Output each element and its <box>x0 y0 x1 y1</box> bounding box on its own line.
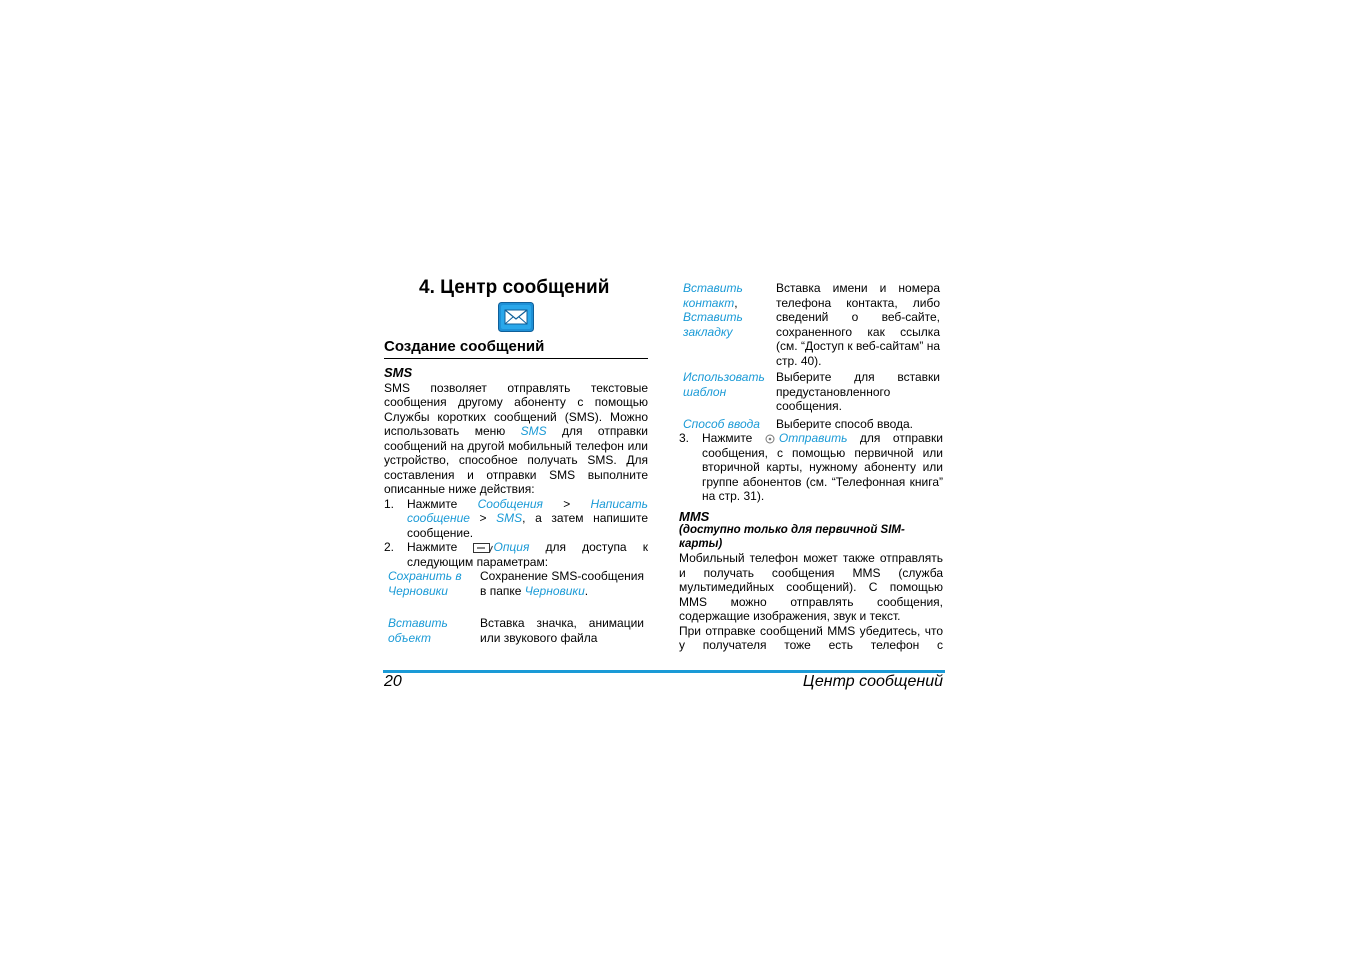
step-2: 2. Нажмите Опция для доступа к следующим параметрам: <box>384 540 648 569</box>
option-name[interactable]: Вставить объект <box>388 616 448 645</box>
right-column <box>679 431 943 653</box>
write-message-link[interactable]: Написать сообщение <box>407 496 648 525</box>
insert-contact-link[interactable]: Вставить контакт <box>683 281 743 310</box>
sms-menu-link[interactable]: SMS <box>520 424 547 438</box>
step-3: 3. Нажмите Отправить для отправки сообщения, с помощью первичной или вторичной карты, нужному абоненту или группе абонентов (см. “Телефонная книга” на стр. 31). <box>679 431 943 503</box>
mms-paragraph: При отправке сообщений MMS убедитесь, что у получателя тоже есть телефон с <box>679 623 943 652</box>
step-1: 1. Нажмите Сообщения > Написать сообщение > SMS, а затем напишите сообщение. <box>384 496 648 540</box>
mms-heading: MMS <box>679 508 710 524</box>
sms-heading: SMS <box>384 365 413 380</box>
mms-paragraph: Мобильный телефон может также отправлять и получать сообщения MMS (служба мультимедийных сообщений). С помощью MMS можно отправлять сообщения, содержащие изображения, звук и текст. <box>679 551 943 623</box>
footer-section-name: Центр сообщений <box>802 673 943 690</box>
ok-key-icon <box>765 434 779 444</box>
option-name: Вставить контакт, Вставить закладку <box>683 281 743 339</box>
option-description: Выберите для вставки предустановленного сообщения. <box>776 370 940 413</box>
mms-subheading: (доступно только для первичной SIM-карты) <box>679 524 905 550</box>
left-column <box>384 366 648 569</box>
send-link[interactable]: Отправить <box>778 431 848 445</box>
option-link[interactable]: Опция <box>493 540 530 554</box>
option-description: Вставка значка, анимации или звукового файла <box>480 616 644 645</box>
option-name[interactable]: Способ ввода <box>683 417 760 431</box>
option-description: Выберите способ ввода. <box>776 417 914 431</box>
message-center-icon <box>498 302 534 332</box>
section-title: Создание сообщений <box>384 338 545 355</box>
section-rule <box>384 358 648 359</box>
page-number: 20 <box>384 673 402 690</box>
option-description: Вставка имени и номера телефона контакта, либо сведений о веб-сайте, сохраненного как ссылка (см. “Доступ к веб-сайтам” на стр. 40). <box>776 281 940 368</box>
sms-link[interactable]: SMS <box>496 511 523 525</box>
messages-link[interactable]: Сообщения <box>477 496 543 511</box>
sms-paragraph: SMS позволяет отправлять текстовые сообщения другому абоненту с помощью Службы коротких сообщений (SMS). Можно использовать меню SMS для отправки сообщений на другой мобильный телефон или устройство, способное получать SMS. Для составления и отправки SMS выполните описанные ниже действия: <box>384 380 648 496</box>
softkey-left-icon <box>473 543 493 553</box>
option-name[interactable]: Сохранить в Черновики <box>388 569 462 598</box>
option-description: Сохранение SMS-сообщения в папке Черновики. <box>480 569 644 598</box>
chapter-title: 4. Центр сообщений <box>419 277 610 298</box>
insert-bookmark-link[interactable]: Вставить закладку <box>683 310 743 339</box>
option-name[interactable]: Использовать шаблон <box>683 370 765 399</box>
drafts-link[interactable]: Черновики <box>524 583 585 598</box>
